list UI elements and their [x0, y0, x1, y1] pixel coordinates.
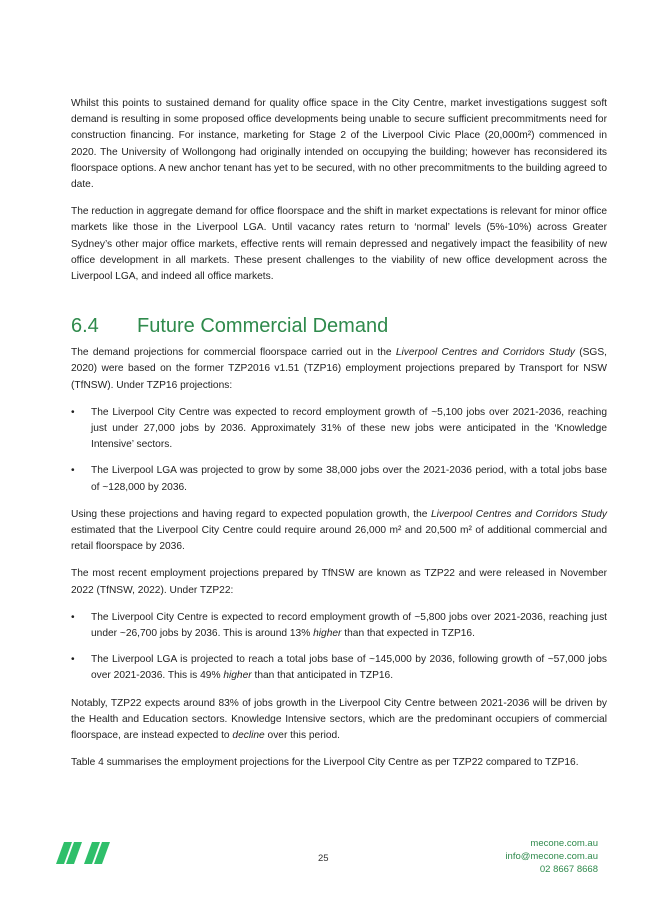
emphasis: higher: [313, 628, 342, 640]
emphasis: decline: [232, 730, 265, 742]
study-title: Liverpool Centres and Corridors Study: [430, 508, 607, 520]
page-content: [71, 96, 607, 783]
bullet-icon: •: [71, 406, 75, 418]
paragraph-aggregate-demand: The reduction in aggregate demand for office floorspace and the shift in market expectations is relevant for minor office markets like those in the Liverpool LGA. Until vacancy rates return to ‘normal’ levels (5%-10%) across Greater Sydney’s other major office markets, effective rents will remain depressed and negatively impact the feasibility of new office development in all markets. These present challenges to the viability of new office development across the Liverpool LGA, and indeed all office markets.: [71, 206, 607, 283]
page-number: 25: [318, 853, 329, 864]
emphasis: higher: [223, 670, 252, 682]
paragraph-using-projections: [71, 507, 607, 556]
list-item: [71, 652, 607, 684]
paragraph-office-demand: Whilst this points to sustained demand for quality office space in the City Centre, market investigations suggest soft demand is resulting in some proposed office developments being unable to secure sufficient precommitments need for construction financing. For instance, marketing for Stage 2 of the Liverpool Civic Place (20,000m²) commenced in 2020. The University of Wollongong had originally intended on occupying the building; however has reconsidered its floorspace options. A new anchor tenant has yet to be secured, with no other precommitments to the building agreed to date.: [71, 98, 607, 191]
text-run: The Liverpool City Centre is expected to record employment growth of ~5,800 jobs over 2021-2036, reaching just under ~26,700 jobs by 2036. This is around 13%: [91, 611, 607, 640]
paragraph-table-summary: Table 4 summarises the employment projections for the Liverpool City Centre as per TZP22 compared to TZP16.: [71, 757, 579, 769]
section-number: 6.4: [71, 315, 99, 338]
section-title: Future Commercial Demand: [137, 315, 389, 338]
email-link[interactable]: info@mecone.com.au: [505, 851, 598, 862]
list-item: [71, 610, 607, 642]
study-title: Liverpool Centres and Corridors Study: [395, 347, 575, 359]
bullet-list-tzp22: [71, 610, 607, 685]
paragraph-intro: [71, 345, 607, 394]
text-run: than that anticipated in TZP16.: [251, 670, 394, 682]
text-run: over this period.: [264, 730, 341, 742]
text-run: Using these projections and having regard to expected population growth, the: [71, 508, 431, 520]
list-item-text: The Liverpool City Centre was expected to record employment growth of ~5,100 jobs over 2021-2036, reaching just under 27,000 jobs by 2036. Approximately 31% of these new jobs were anticipated in the ‘Knowledge Intensive’ sectors.: [91, 406, 607, 451]
mecone-logo-icon: [54, 838, 112, 871]
section-heading: [71, 313, 607, 339]
paragraph-recent-projections: The most recent employment projections prepared by TfNSW are known as TZP22 and were released in November 2022 (TfNSW, 2022). Under TZP22:: [71, 568, 607, 596]
text-run: Notably, TZP22 expects around 83% of jobs growth in the Liverpool City Centre between 2021-2036 will be driven by the Health and Education sectors. Knowledge Intensive sectors, which are the predominant occupiers of commercial floorspace, are instead expected to: [71, 697, 607, 742]
text-run: than that expected in TZP16.: [341, 628, 475, 640]
bullet-list-tzp16: [71, 405, 607, 496]
list-item: [71, 405, 607, 454]
text-run: estimated that the Liverpool City Centre could require around 26,000 m² and 20,500 m² of additional commercial and retail floorspace by 2036.: [71, 525, 607, 553]
bullet-icon: •: [71, 611, 75, 623]
text-run: (SGS, 2020) were based on the former TZP2016 v1.51 (TZP16) employment projections prepared by Transport for NSW (TfNSW). Under TZP16 projections:: [71, 347, 607, 391]
website-link[interactable]: mecone.com.au: [530, 838, 598, 849]
text-run: The Liverpool LGA is projected to reach a total jobs base of ~145,000 by 2036, following growth of ~57,000 jobs over 2021-2036. This is 49%: [91, 654, 607, 682]
text-run: The demand projections for commercial floorspace carried out in the: [71, 347, 396, 359]
bullet-icon: •: [71, 465, 75, 477]
phone-number: 02 8667 8668: [539, 864, 598, 875]
bullet-icon: •: [71, 654, 75, 666]
footer-contact: [505, 837, 598, 876]
list-item-text: The Liverpool LGA was projected to grow by some 38,000 jobs over the 2021-2036 period, with a total jobs base of ~128,000 by 2036.: [91, 465, 607, 493]
list-item: [71, 463, 607, 495]
paragraph-notably: [71, 696, 607, 745]
